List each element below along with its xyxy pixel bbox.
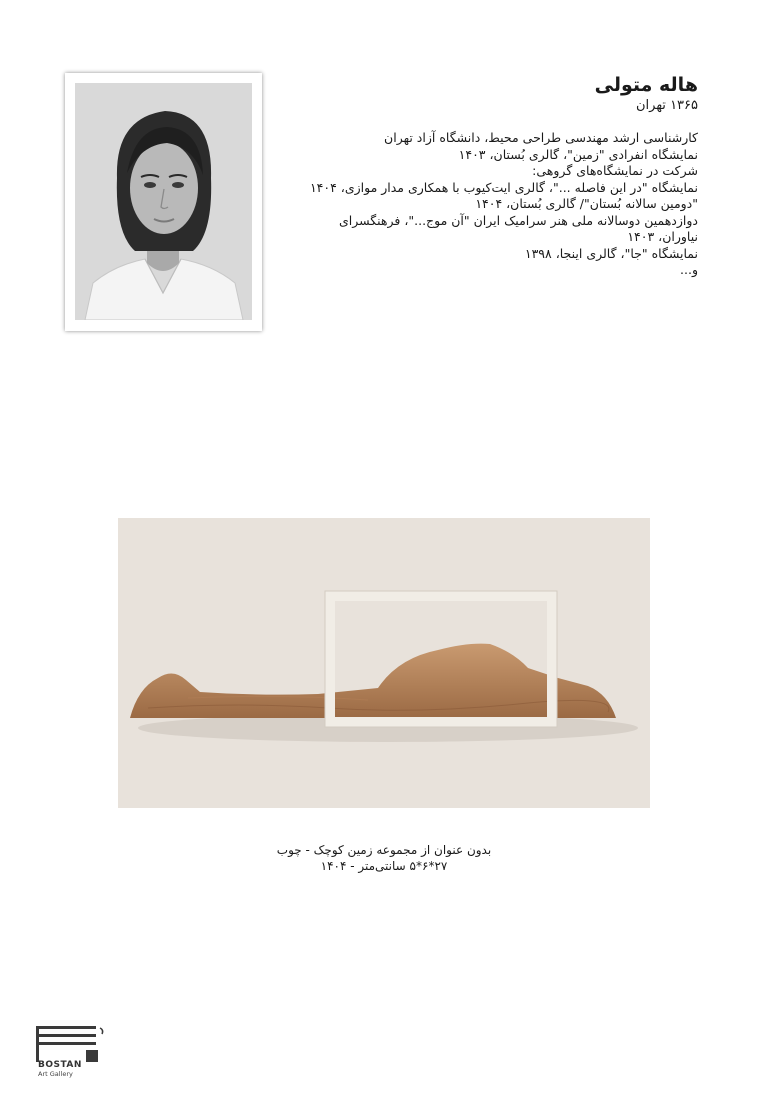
gallery-logo-mark [36,1024,106,1064]
gallery-logo-name: BOSTAN [38,1060,82,1070]
artist-birth: ۱۳۶۵ تهران [635,98,698,113]
artwork-caption [0,842,768,874]
artist-portrait-frame [65,73,262,331]
artwork-illustration [118,518,650,808]
bio-line-group-3-cont: نیاوران، ۱۴۰۳ [627,229,698,244]
bio-line-education: کارشناسی ارشد مهندسی طراحی محیط، دانشگاه آزاد تهران [384,130,698,145]
bio-line-group-heading: شرکت در نمایشگاه‌های گروهی: [532,163,698,178]
bio-line-solo-exhibition: نمایشگاه انفرادی "زمین"، گالری بُستان، ۱۴۰۳ [458,146,698,162]
artwork-photo [118,518,650,808]
artist-name: هاله متولی [594,74,698,96]
gallery-logo [36,1024,106,1084]
bio-line-group-3: دوازدهمین دوسالانه ملی هنر سرامیک ایران "آن موج..."، فرهنگسرای [338,212,698,228]
bio-line-group-4: نمایشگاه "جا"، گالری اینجا، ۱۳۹۸ [524,245,698,261]
bio-line-group-1: نمایشگاه "در این فاصله ..."، گالری ایت‌کیوب با همکاری مدار موازی، ۱۴۰۴ [309,179,698,195]
portrait-illustration [75,83,252,320]
bio-line-group-2: "دومین سالانه بُستان"/ گالری بُستان، ۱۴۰۴ [475,196,698,211]
artist-bio [258,72,698,279]
artwork-dimensions: ۲۷*۶*۵ سانتی‌متر - ۱۴۰۴ [320,859,448,873]
gallery-logo-subtitle: Art Gallery [38,1070,73,1078]
bio-line-etc: و... [680,262,698,277]
artist-portrait-photo [75,83,252,320]
artwork-title: بدون عنوان از مجموعه زمین کوچک - چوب [276,843,492,857]
